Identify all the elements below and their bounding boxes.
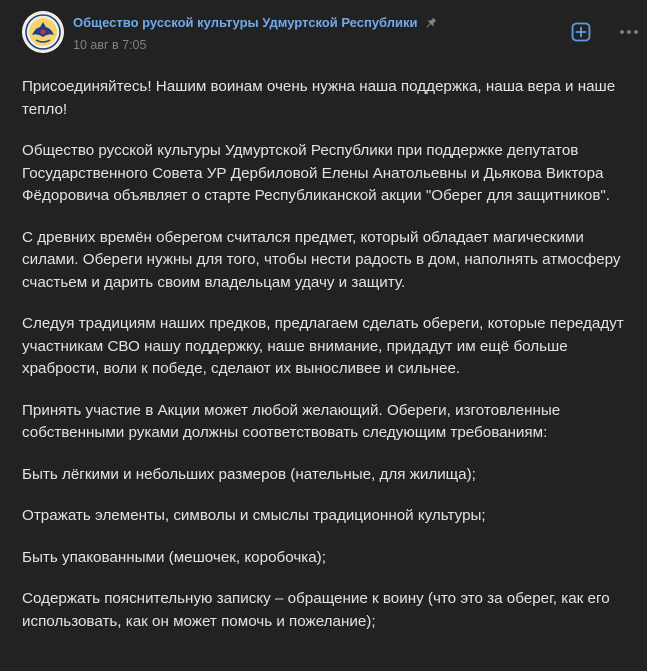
post-paragraph: Присоединяйтесь! Нашим воинам очень нужна наша поддержка, наша вера и наше тепло! bbox=[22, 78, 616, 118]
requirement-item: Содержать пояснительную записку – обращение к воину (что это за оберег, как его использовать, как он может помочь и пожелание); bbox=[22, 590, 610, 630]
more-options-button[interactable] bbox=[618, 21, 640, 43]
post-paragraph: Принять участие в Акции может любой желающий. Обереги, изготовленные собственными руками должны соответствовать следующим требованиям: bbox=[22, 401, 561, 441]
avatar[interactable] bbox=[22, 11, 64, 53]
author-block bbox=[73, 14, 437, 52]
post-header bbox=[22, 11, 632, 55]
more-options-icon bbox=[618, 21, 640, 43]
requirement-item: Быть упакованными (мешочек, коробочка); bbox=[22, 548, 326, 566]
requirement-item: Быть лёгкими и небольших размеров (нательные, для жилища); bbox=[22, 465, 476, 483]
post-paragraph: Общество русской культуры Удмуртской Республики при поддержке депутатов Государственного Совета УР Дербиловой Елены Анатольевны и Дьякова Виктора Фёдоровича объявляет о старте Республиканской акции "Оберег для защитников". bbox=[22, 142, 611, 204]
add-to-bookmarks-icon bbox=[570, 21, 592, 43]
post-paragraph: С древних времён оберегом считался предмет, который обладает магическими силами. Обереги нужны для того, чтобы нести радость в дом, наполнять атмосферу счастьем и дарить своим владельцам удачу и защиту. bbox=[22, 228, 621, 291]
requirement-item: Отражать элементы, символы и смыслы традиционной культуры; bbox=[22, 507, 486, 524]
author-name-link[interactable]: Общество русской культуры Удмуртской Республики bbox=[73, 15, 418, 30]
post-date-link[interactable]: 10 авг в 7:05 bbox=[73, 38, 147, 52]
post-paragraph: Следуя традициям наших предков, предлагаем сделать обереги, которые передадут участникам СВО нашу поддержку, наше внимание, придадут им ещё больше храбрости, воли к победе, сделают их выносливее и сильнее. bbox=[22, 315, 624, 377]
post-text bbox=[22, 76, 627, 652]
society-emblem-icon bbox=[22, 11, 64, 53]
add-to-bookmarks-button[interactable] bbox=[570, 21, 592, 43]
pin-icon bbox=[426, 15, 437, 33]
